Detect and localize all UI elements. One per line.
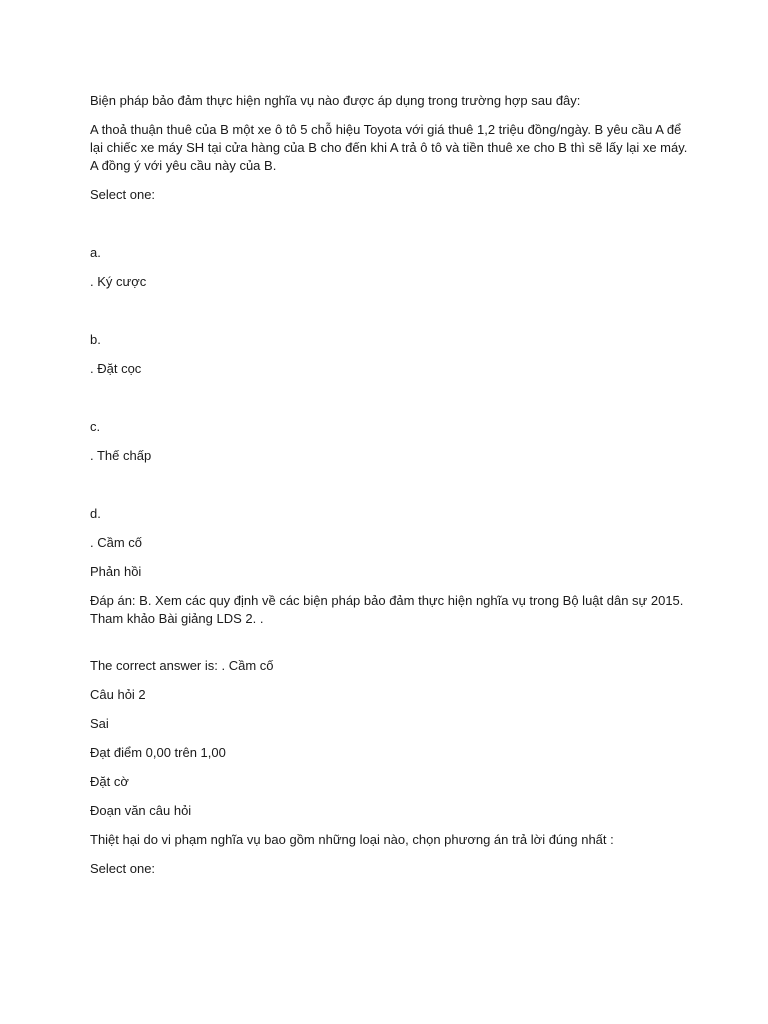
option-a-letter[interactable]: a. (90, 245, 101, 260)
question2-title: Câu hỏi 2 (90, 687, 146, 702)
question2-prompt: Thiệt hại do vi phạm nghĩa vụ bao gồm những loại nào, chọn phương án trả lời đúng nhất : (90, 832, 614, 847)
question2-score: Đạt điểm 0,00 trên 1,00 (90, 745, 226, 760)
option-b-text[interactable]: . Đặt cọc (90, 361, 142, 376)
option-d-letter[interactable]: d. (90, 506, 101, 521)
question1-scenario: A thoả thuận thuê của B một xe ô tô 5 chỗ hiệu Toyota với giá thuê 1,2 triệu đồng/ngày. B yêu cầu A để lại chiếc xe máy SH tại cửa hàng của B cho đến khi A trả ô tô và tiền thuê xe cho B thì sẽ lấy lại xe máy. A đồng ý với yêu cầu này của B. (90, 122, 688, 173)
question2-status: Sai (90, 716, 109, 731)
feedback-label: Phản hồi (90, 564, 142, 579)
question1-select-label: Select one: (90, 187, 156, 202)
question2-flag[interactable]: Đặt cờ (90, 774, 129, 789)
correct-answer: The correct answer is: . Cầm cố (90, 658, 274, 673)
document-page (90, 92, 690, 889)
option-b-letter[interactable]: b. (90, 332, 101, 347)
option-c-text[interactable]: . Thế chấp (90, 448, 152, 463)
question2-select-label: Select one: (90, 861, 156, 876)
option-c-letter[interactable]: c. (90, 419, 101, 434)
question2-text-label: Đoạn văn câu hỏi (90, 803, 192, 818)
option-d-text[interactable]: . Cầm cố (90, 535, 143, 550)
option-a-text[interactable]: . Ký cược (90, 274, 147, 289)
question1-prompt: Biện pháp bảo đảm thực hiện nghĩa vụ nào được áp dụng trong trường hợp sau đây: (90, 93, 581, 108)
feedback-text: Đáp án: B. Xem các quy định về các biện pháp bảo đảm thực hiện nghĩa vụ trong Bộ luật dân sự 2015. Tham khảo Bài giảng LDS 2. . (90, 593, 684, 626)
